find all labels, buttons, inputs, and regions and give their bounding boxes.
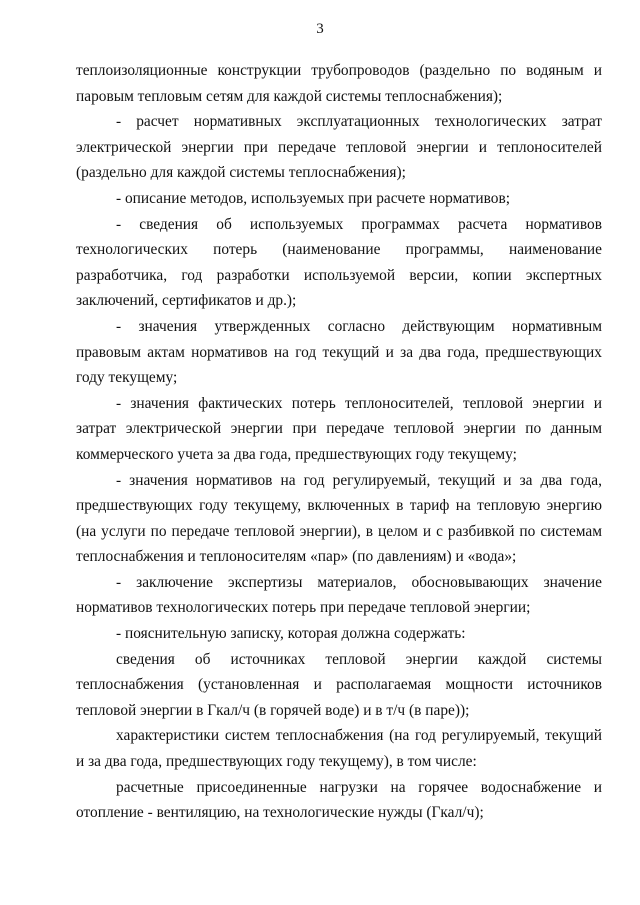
paragraph-software-info: - сведения об используемых программах расчета нормативов технологических потерь (наименование программы, наименование разработчика, год разработки используемой версии, копии экспертных заключений, сертификатов и др.); (76, 215, 602, 310)
paragraph-continuation: теплоизоляционные конструкции трубопроводов (раздельно по водяным и паровым тепловым сетям для каждой системы теплоснабжения); (76, 62, 602, 105)
paragraph-approved-norms: - значения утвержденных согласно действующим нормативным правовым актам нормативов на год текущий и за два года, предшествующих году текущему; (76, 317, 602, 387)
paragraph-tariff-norms: - значения нормативов на год регулируемый, текущий и за два года, предшествующих году текущему, включенных в тариф на тепловую энергию (на услуги по передаче тепловой энергии), в целом и с разбивкой по системам теплоснабжения и теплоносителям «пар» (по давлениям) и «вода»; (76, 471, 602, 566)
paragraph-heat-sources: сведения об источниках тепловой энергии каждой системы теплоснабжения (установленная и располагаемая мощности источников тепловой энергии в Гкал/ч (в горячей воде) и в т/ч (в паре)); (76, 650, 602, 719)
paragraph-explanatory-note: - пояснительную записку, которая должна содержать: (116, 625, 466, 643)
paragraph-connected-loads: расчетные присоединенные нагрузки на горячее водоснабжение и отопление - вентиляцию, на технологические нужды (Гкал/ч); (76, 778, 602, 822)
page-number: 3 (316, 21, 324, 37)
paragraph-expert-conclusion: - заключение экспертизы материалов, обосновывающих значение нормативов технологических потерь при передаче тепловой энергии; (76, 573, 602, 617)
paragraph-actual-losses: - значения фактических потерь теплоносителей, тепловой энергии и затрат электрической энергии при передаче тепловой энергии по данным коммерческого учета за два года, предшествующих году текущему; (76, 394, 602, 463)
paragraph-electric-energy-costs: - расчет нормативных эксплуатационных технологических затрат электрической энергии при передаче тепловой энергии и теплоносителей (раздельно для каждой системы теплоснабжения); (76, 113, 602, 182)
paragraph-system-characteristics: характеристики систем теплоснабжения (на год регулируемый, текущий и за два года, предшествующих году текущему), в том числе: (76, 727, 602, 771)
paragraph-methods-description: - описание методов, используемых при расчете нормативов; (116, 189, 511, 207)
document-body (76, 58, 602, 826)
